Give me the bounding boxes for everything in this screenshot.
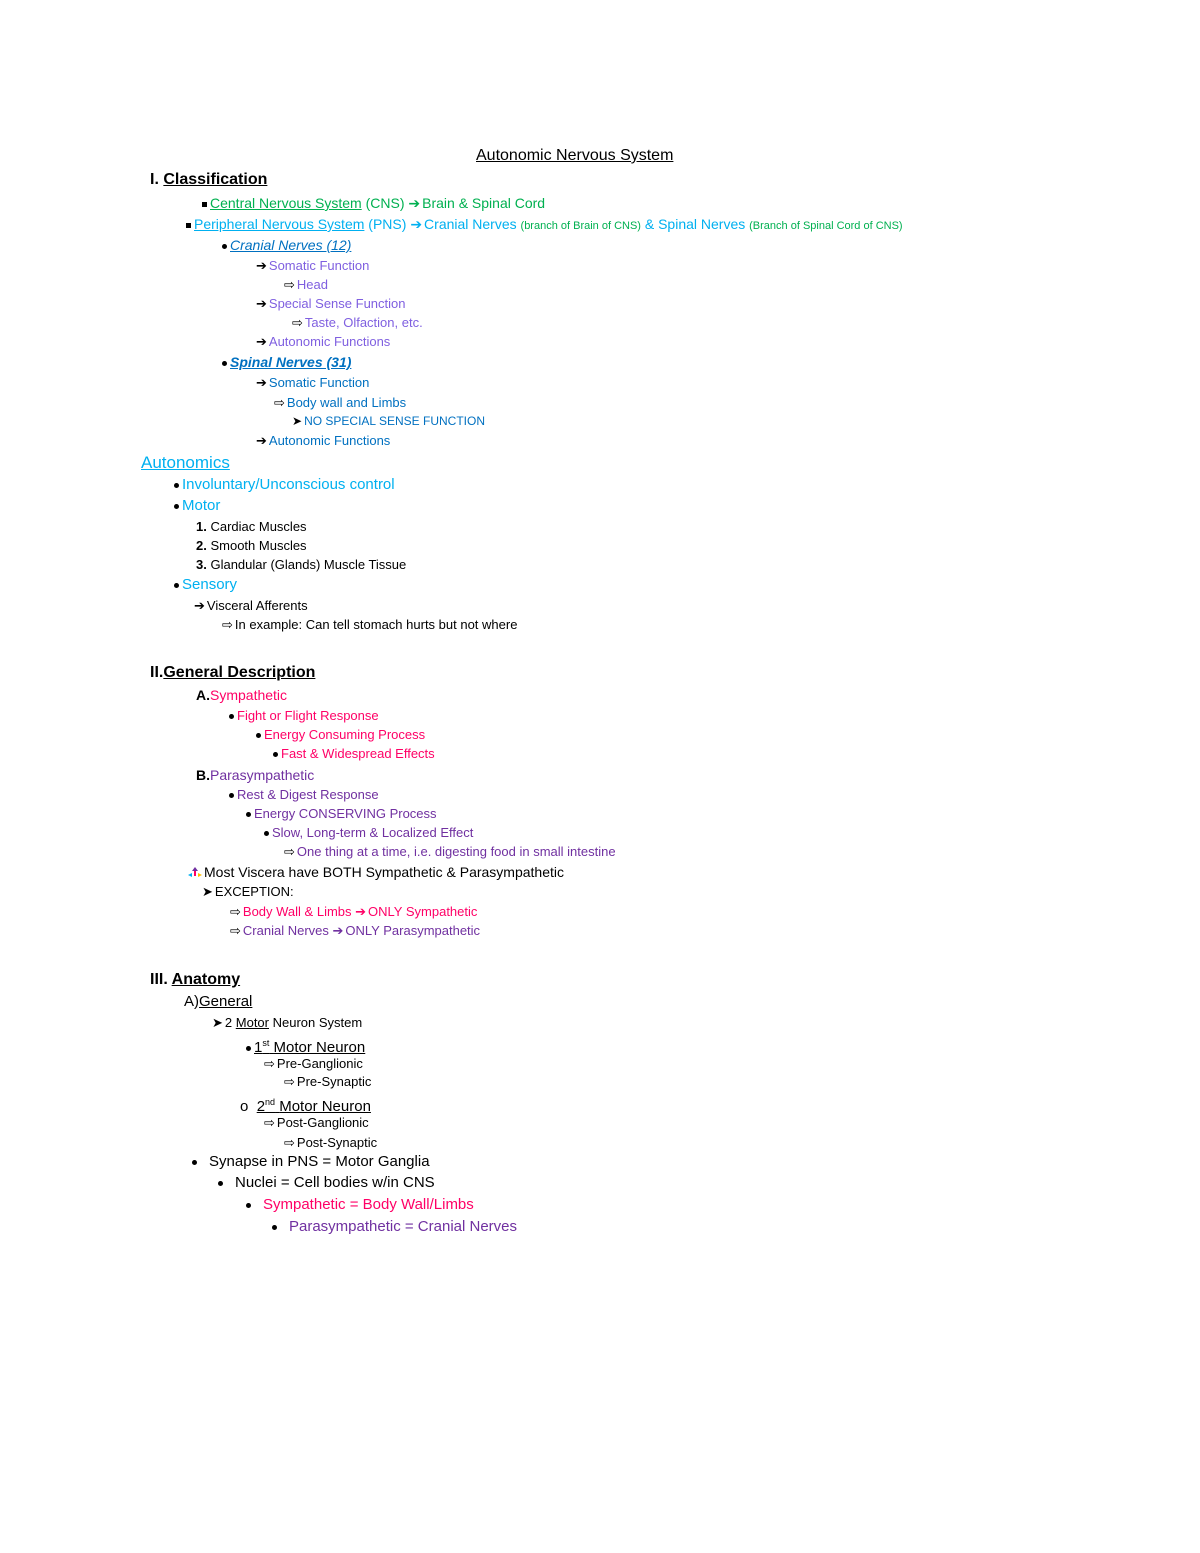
arrow-right-icon: ➔: [256, 433, 267, 448]
sympathetic-1: Fight or Flight Response: [229, 708, 379, 724]
exception-2: ⇨ Cranial Nerves ➔ ONLY Parasympathetic: [230, 923, 481, 938]
parasympathetic-4: ⇨ One thing at a time, i.e. digesting food in small intestine: [284, 844, 616, 859]
cranial-head: ⇨ Head: [284, 277, 328, 292]
sympathetic-body-line: Sympathetic = Body Wall/Limbs: [246, 1197, 474, 1213]
arrow-outline-icon: ⇨: [274, 395, 285, 410]
page-title: Autonomic Nervous System: [476, 147, 674, 164]
arrow-right-icon: ➔: [256, 375, 267, 390]
parasympathetic-2: Energy CONSERVING Process: [246, 806, 437, 822]
post-ganglionic: ⇨ Post-Ganglionic: [264, 1115, 369, 1130]
synapse-line: Synapse in PNS = Motor Ganglia: [192, 1154, 430, 1170]
arrowhead-icon: ➤: [202, 884, 213, 899]
arrow-outline-icon: ⇨: [230, 904, 241, 919]
autonomics-involuntary: Involuntary/Unconscious control: [174, 477, 395, 493]
square-bullet-icon: [186, 223, 191, 228]
autonomics-motor: Motor: [174, 498, 220, 514]
second-motor-neuron: o 2nd Motor Neuron: [240, 1097, 371, 1115]
motor-item-1: 1. Cardiac Muscles: [196, 519, 307, 534]
arrow-right-icon: ➔: [256, 258, 267, 273]
arrow-right-icon: ➔: [256, 296, 267, 311]
two-motor-neuron: ➤ 2 Motor Neuron System: [212, 1015, 363, 1030]
bullet-icon: [174, 504, 179, 509]
four-way-arrow-icon: [188, 867, 202, 879]
most-viscera: Most Viscera have BOTH Sympathetic & Parasympathetic: [188, 864, 564, 880]
pre-synaptic: ⇨ Pre-Synaptic: [284, 1074, 372, 1089]
anatomy-general: A)General: [184, 993, 253, 1010]
bullet-icon: [174, 483, 179, 488]
arrow-right-icon: ➔: [256, 334, 267, 349]
arrow-outline-icon: ⇨: [264, 1056, 275, 1071]
pns-line: Peripheral Nervous System (PNS) ➔ Cranial Nerves (branch of Brain of CNS) & Spinal Nerves (Branch of Spinal Cord of CNS): [186, 216, 903, 234]
cranial-taste: ⇨ Taste, Olfaction, etc.: [292, 315, 423, 330]
bullet-icon: [218, 1181, 223, 1186]
parasympathetic-3: Slow, Long-term & Localized Effect: [264, 825, 473, 841]
spinal-auto: ➔ Autonomic Functions: [256, 433, 391, 448]
parasympathetic-cranial-line: Parasympathetic = Cranial Nerves: [272, 1219, 517, 1235]
pre-ganglionic: ⇨ Pre-Ganglionic: [264, 1056, 363, 1071]
post-synaptic: ⇨ Post-Synaptic: [284, 1135, 378, 1150]
bullet-icon: [264, 831, 269, 836]
cranial-auto: ➔ Autonomic Functions: [256, 334, 391, 349]
autonomics-heading: Autonomics: [141, 453, 230, 472]
section-2-heading: II.General Description: [150, 664, 316, 681]
motor-item-2: 2. Smooth Muscles: [196, 538, 307, 553]
arrow-outline-icon: ⇨: [292, 315, 303, 330]
arrow-outline-icon: ⇨: [222, 617, 233, 632]
bullet-icon: [246, 812, 251, 817]
cranial-special: ➔ Special Sense Function: [256, 296, 406, 311]
motor-item-3: 3. Glandular (Glands) Muscle Tissue: [196, 557, 407, 572]
section-3-heading: III. Anatomy: [150, 971, 241, 988]
cranial-nerves-heading: Cranial Nerves (12): [222, 237, 351, 253]
arrow-outline-icon: ⇨: [284, 1135, 295, 1150]
bullet-icon: [222, 244, 227, 249]
bullet-icon: [246, 1046, 251, 1051]
arrow-right-icon: ➔: [355, 904, 367, 919]
nuclei-line: Nuclei = Cell bodies w/in CNS: [218, 1175, 435, 1191]
bullet-icon: [256, 733, 261, 738]
bullet-icon: [229, 714, 234, 719]
bullet-icon: [246, 1203, 251, 1208]
arrow-outline-icon: ⇨: [264, 1115, 275, 1130]
arrow-right-icon: ➔: [410, 216, 423, 232]
arrow-outline-icon: ⇨: [284, 1074, 295, 1089]
spinal-nospecial: ➤ NO SPECIAL SENSE FUNCTION: [292, 414, 485, 428]
bullet-icon: [222, 361, 227, 366]
cranial-somatic: ➔ Somatic Function: [256, 258, 370, 273]
arrowhead-icon: ➤: [212, 1015, 223, 1030]
parasympathetic-1: Rest & Digest Response: [229, 787, 379, 803]
sensory-visceral: ➔ Visceral Afferents: [194, 598, 308, 613]
bullet-icon: [174, 583, 179, 588]
sympathetic-heading: A.Sympathetic: [196, 687, 288, 703]
section-1-heading: I. Classification: [150, 171, 268, 188]
arrow-outline-icon: ⇨: [284, 844, 295, 859]
sympathetic-3: Fast & Widespread Effects: [273, 746, 435, 762]
bullet-icon: [273, 752, 278, 757]
first-motor-neuron: 1st Motor Neuron: [246, 1035, 365, 1056]
spinal-nerves-heading: Spinal Nerves (31): [222, 354, 351, 370]
exception-label: ➤ EXCEPTION:: [202, 884, 294, 899]
autonomics-sensory: Sensory: [174, 577, 237, 593]
arrow-right-icon: ➔: [408, 195, 421, 211]
bullet-icon: [272, 1225, 277, 1230]
arrow-right-icon: ➔: [332, 923, 344, 938]
sympathetic-2: Energy Consuming Process: [256, 727, 425, 743]
spinal-body: ⇨ Body wall and Limbs: [274, 395, 407, 410]
square-bullet-icon: [202, 202, 207, 207]
arrow-right-icon: ➔: [194, 598, 205, 613]
sensory-example: ⇨ In example: Can tell stomach hurts but not where: [222, 617, 518, 632]
spinal-somatic: ➔ Somatic Function: [256, 375, 370, 390]
parasympathetic-heading: B.Parasympathetic: [196, 767, 315, 783]
arrowhead-icon: ➤: [292, 414, 303, 428]
exception-1: ⇨ Body Wall & Limbs ➔ ONLY Sympathetic: [230, 904, 478, 919]
bullet-icon: [229, 793, 234, 798]
bullet-icon: [192, 1160, 197, 1165]
arrow-outline-icon: ⇨: [284, 277, 295, 292]
arrow-outline-icon: ⇨: [230, 923, 241, 938]
cns-line: Central Nervous System (CNS) ➔ Brain & Spinal Cord: [202, 195, 545, 211]
